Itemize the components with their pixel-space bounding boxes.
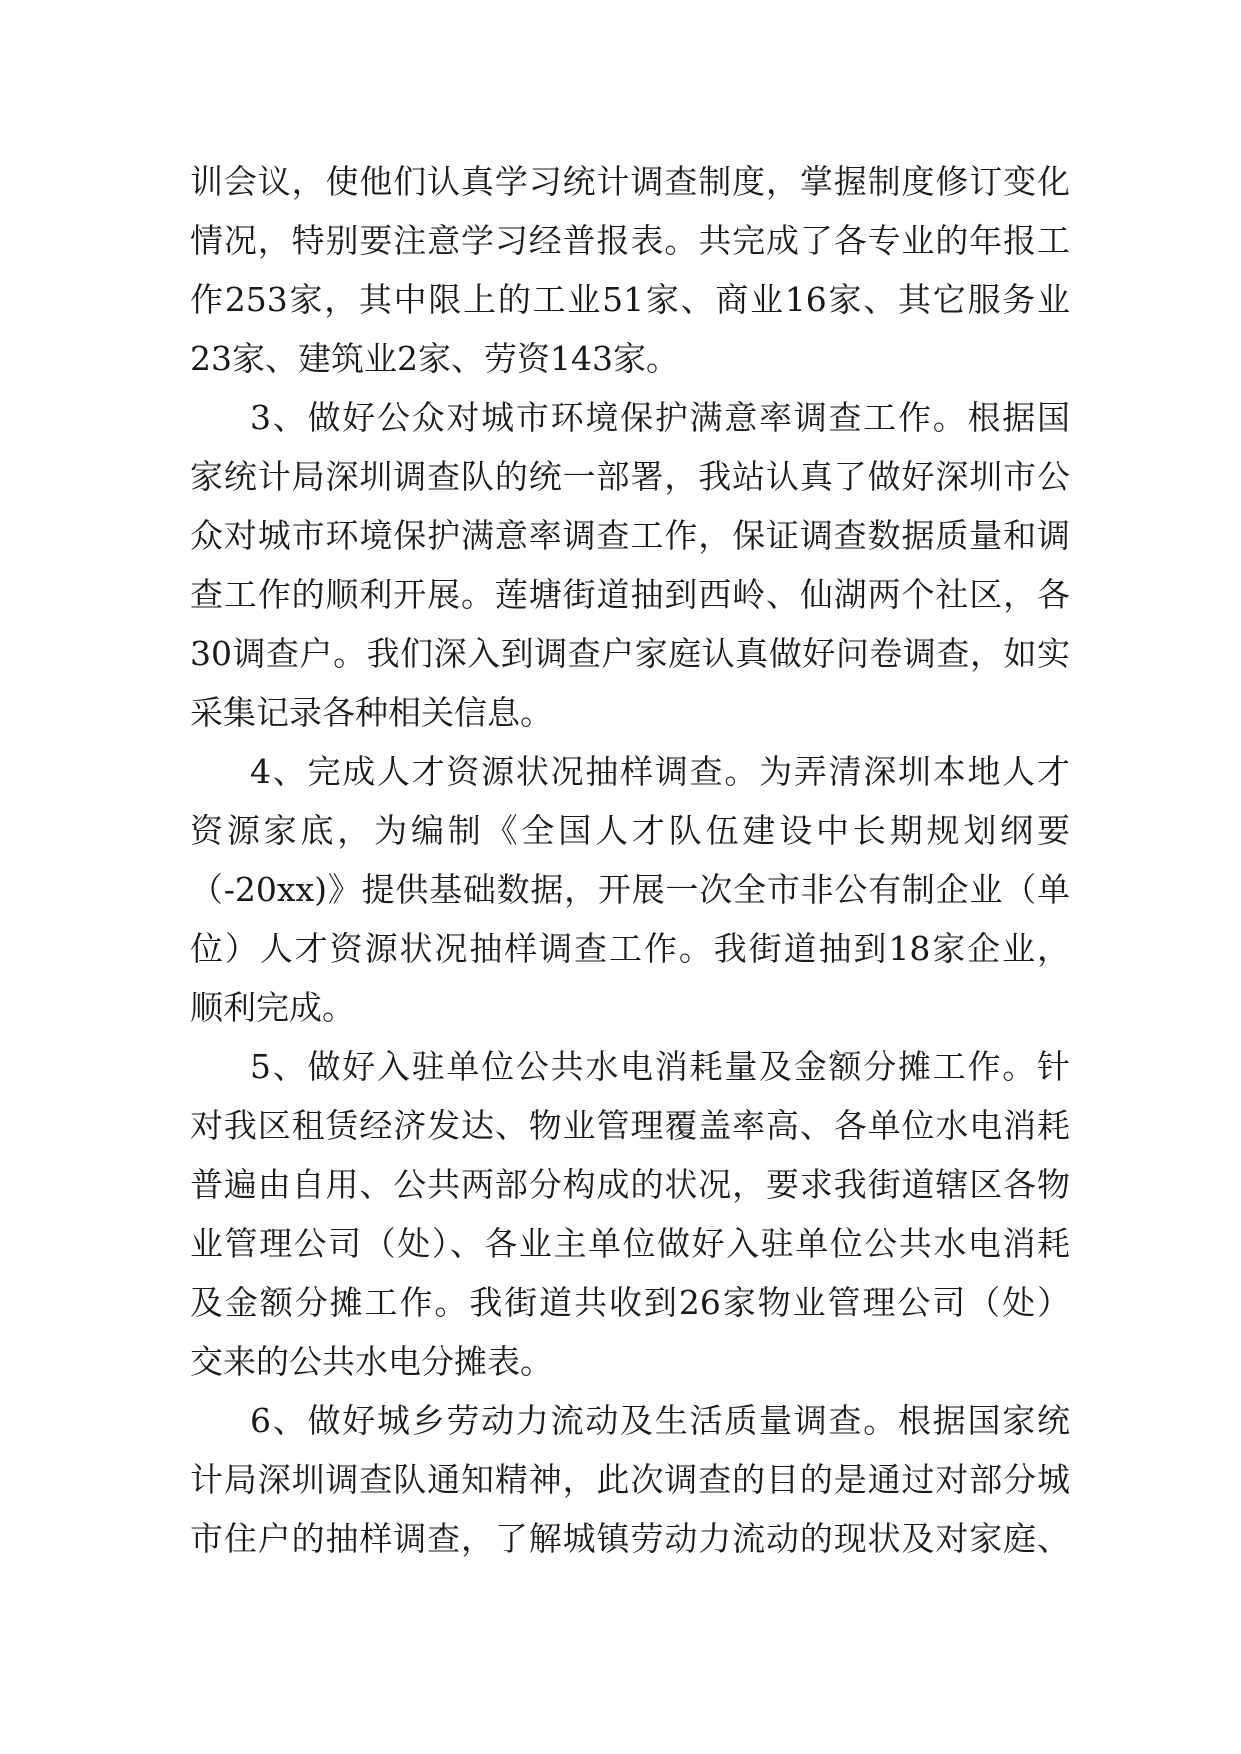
text-line: 5、做好入驻单位公共水电消耗量及金额分摊工作。针 <box>250 1047 1070 1086</box>
text-line: 23家、建筑业2家、劳资143家。 <box>190 339 679 378</box>
text-line: 情况，特别要注意学习经普报表。共完成了各专业的年报工 <box>190 221 1070 260</box>
text-line: 作253家，其中限上的工业51家、商业16家、其它服务业 <box>190 280 1070 319</box>
text-line: 业管理公司（处）、各业主单位做好入驻单位公共水电消耗 <box>190 1224 1070 1263</box>
text-line: （-20xx)》提供基础数据，开展一次全市非公有制企业（单 <box>190 870 1070 909</box>
text-line: 众对城市环境保护满意率调查工作，保证调查数据质量和调 <box>190 516 1070 555</box>
text-line: 训会议，使他们认真学习统计调查制度，掌握制度修订变化 <box>190 162 1070 201</box>
text-line: 对我区租赁经济发达、物业管理覆盖率高、各单位水电消耗 <box>190 1106 1070 1145</box>
text-line: 采集记录各种相关信息。 <box>190 693 553 732</box>
text-line: 查工作的顺利开展。莲塘街道抽到西岭、仙湖两个社区，各 <box>190 575 1070 614</box>
text-line: 家统计局深圳调查队的统一部署，我站认真了做好深圳市公 <box>190 457 1070 496</box>
text-line: 普遍由自用、公共两部分构成的状况，要求我街道辖区各物 <box>190 1165 1070 1204</box>
text-line: 资源家底，为编制《全国人才队伍建设中长期规划纲要 <box>190 811 1070 850</box>
text-line: 6、做好城乡劳动力流动及生活质量调查。根据国家统 <box>250 1401 1070 1440</box>
text-line: 4、完成人才资源状况抽样调查。为弄清深圳本地人才 <box>250 752 1070 791</box>
text-line: 及金额分摊工作。我街道共收到26家物业管理公司（处） <box>190 1283 1070 1322</box>
text-line: 市住户的抽样调查，了解城镇劳动力流动的现状及对家庭、 <box>190 1519 1070 1558</box>
text-line: 位）人才资源状况抽样调查工作。我街道抽到18家企业， <box>190 929 1070 968</box>
text-line: 30调查户。我们深入到调查户家庭认真做好问卷调查，如实 <box>190 634 1070 673</box>
text-line: 计局深圳调查队通知精神，此次调查的目的是通过对部分城 <box>190 1460 1070 1499</box>
text-line: 3、做好公众对城市环境保护满意率调查工作。根据国 <box>250 398 1070 437</box>
text-line: 交来的公共水电分摊表。 <box>190 1342 553 1381</box>
text-line: 顺利完成。 <box>190 988 355 1027</box>
document-body <box>190 152 1070 1568</box>
